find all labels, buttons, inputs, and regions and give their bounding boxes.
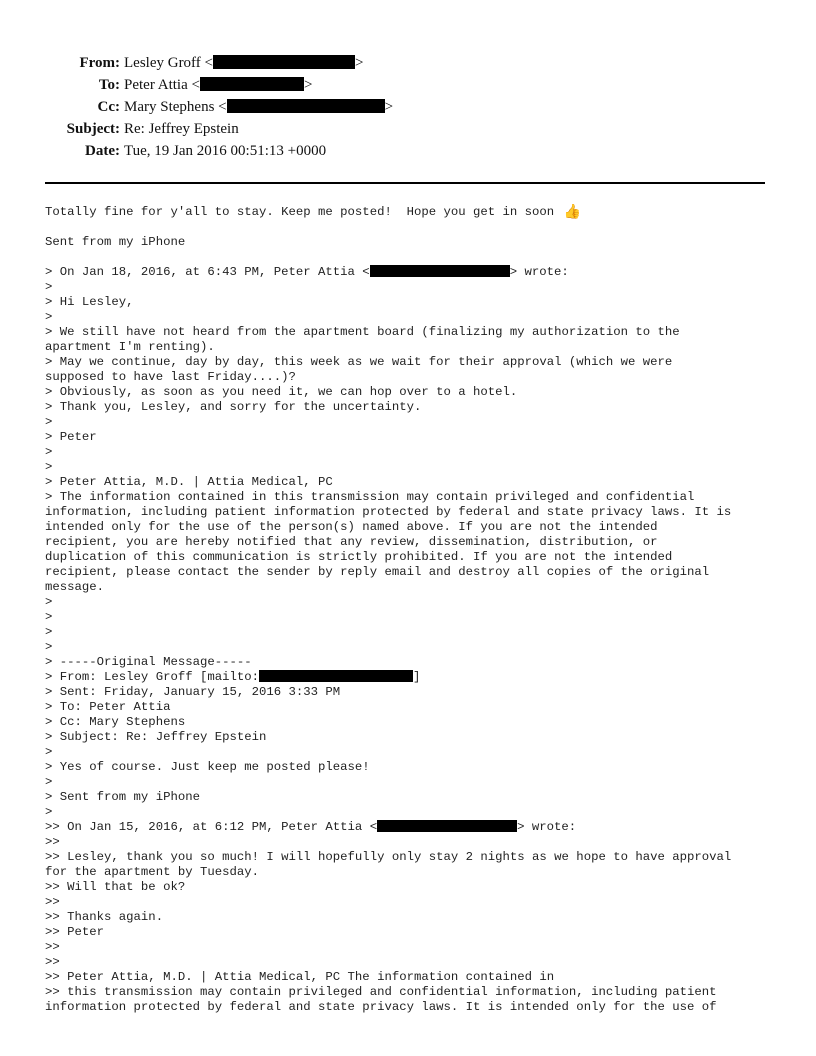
quote-line: > Obviously, as soon as you need it, we can hop over to a hotel. — [45, 385, 518, 399]
quote-line: > Hi Lesley, — [45, 295, 134, 309]
cc-value: Mary Stephens < — [124, 99, 227, 115]
quote-line: > — [45, 610, 53, 624]
redacted-email — [370, 265, 510, 277]
to-value: Peter Attia < — [124, 77, 200, 93]
quote-line: >> — [45, 895, 60, 909]
quote-line: > To: Peter Attia — [45, 700, 171, 714]
thumbs-up-icon: 👍 — [563, 205, 582, 221]
quote-line: > Sent from my iPhone — [45, 790, 200, 804]
to-row — [0, 74, 400, 96]
date-value: Tue, 19 Jan 2016 00:51:13 +0000 — [124, 143, 327, 159]
quote-line: intended only for the use of the person(s) named above. If you are not the intended — [45, 520, 658, 534]
quote-line: > Peter Attia, M.D. | Attia Medical, PC — [45, 475, 333, 489]
quote-line: recipient, please contact the sender by reply email and destroy all copies of the original — [45, 565, 710, 579]
quote-line: > Peter — [45, 430, 97, 444]
quote-line: > Yes of course. Just keep me posted please! — [45, 760, 370, 774]
quote-line: >> — [45, 835, 60, 849]
from-row — [0, 52, 400, 74]
email-body — [45, 205, 780, 1015]
quote-line: > — [45, 445, 53, 459]
cc-close: > — [384, 99, 394, 115]
quote-line: information, including patient information protected by federal and state privacy laws. It is — [45, 505, 732, 519]
quote-header: >> On Jan 15, 2016, at 6:12 PM, Peter Attia < > wrote: — [45, 820, 577, 834]
quote-line: > -----Original Message----- — [45, 655, 252, 669]
quote-line: supposed to have last Friday....)? — [45, 370, 296, 384]
cc-row — [0, 96, 400, 118]
quote-line: > — [45, 775, 53, 789]
to-close: > — [303, 77, 313, 93]
subject-value: Re: Jeffrey Epstein — [124, 121, 239, 137]
quote-line: >> Lesley, thank you so much! I will hopefully only stay 2 nights as we hope to have approval — [45, 850, 732, 864]
from-label: From: — [79, 55, 120, 71]
quote-line: > From: Lesley Groff [mailto: ] — [45, 670, 421, 684]
quote-line: > — [45, 745, 53, 759]
date-row — [0, 140, 400, 162]
quote-line: > — [45, 280, 53, 294]
quote-line: > We still have not heard from the apartment board (finalizing my authorization to the — [45, 325, 680, 339]
quote-line: >> — [45, 955, 60, 969]
signature-line: Sent from my iPhone — [45, 235, 186, 249]
quote-line: > The information contained in this transmission may contain privileged and confidential — [45, 490, 695, 504]
quote-line: > — [45, 595, 53, 609]
quote-line: > Cc: Mary Stephens — [45, 715, 186, 729]
redacted-email — [377, 820, 517, 832]
quote-line: > Sent: Friday, January 15, 2016 3:33 PM — [45, 685, 341, 699]
quote-line: > — [45, 310, 53, 324]
quote-header: > On Jan 18, 2016, at 6:43 PM, Peter Attia < > wrote: — [45, 265, 569, 279]
redacted-email — [259, 670, 413, 682]
from-value: Lesley Groff < — [124, 55, 213, 71]
quote-line: > — [45, 805, 53, 819]
quote-line: message. — [45, 580, 105, 594]
redacted-email — [213, 55, 355, 69]
quote-line: information protected by federal and state privacy laws. It is intended only for the use of — [45, 1000, 717, 1014]
quote-line: > Thank you, Lesley, and sorry for the uncertainty. — [45, 400, 422, 414]
quote-line: duplication of this communication is strictly prohibited. If you are not the intended — [45, 550, 673, 564]
quote-line: >> this transmission may contain privileged and confidential information, including patient — [45, 985, 717, 999]
redacted-email — [227, 99, 385, 113]
to-label: To: — [98, 77, 120, 93]
cc-label: Cc: — [97, 99, 120, 115]
quote-line: for the apartment by Tuesday. — [45, 865, 260, 879]
quote-line: recipient, you are hereby notified that any review, dissemination, distribution, or — [45, 535, 658, 549]
date-label: Date: — [85, 143, 120, 159]
quote-line: >> Will that be ok? — [45, 880, 186, 894]
quote-line: > — [45, 415, 53, 429]
quote-line: > — [45, 640, 53, 654]
quote-line: > May we continue, day by day, this week as we wait for their approval (which we were — [45, 355, 673, 369]
body-line: Totally fine for y'all to stay. Keep me posted! Hope you get in soon 👍 — [45, 205, 582, 221]
quote-line: apartment I'm renting). — [45, 340, 215, 354]
quote-line: > — [45, 460, 53, 474]
from-close: > — [355, 55, 364, 71]
quote-line: >> Peter — [45, 925, 105, 939]
subject-row — [0, 118, 400, 140]
quote-line: > Subject: Re: Jeffrey Epstein — [45, 730, 267, 744]
quote-line: >> — [45, 940, 60, 954]
header-divider — [45, 182, 765, 184]
quote-line: >> Peter Attia, M.D. | Attia Medical, PC The information contained in — [45, 970, 555, 984]
redacted-email — [200, 77, 304, 91]
quote-line: >> Thanks again. — [45, 910, 164, 924]
subject-label: Subject: — [66, 121, 120, 137]
quote-line: > — [45, 625, 53, 639]
